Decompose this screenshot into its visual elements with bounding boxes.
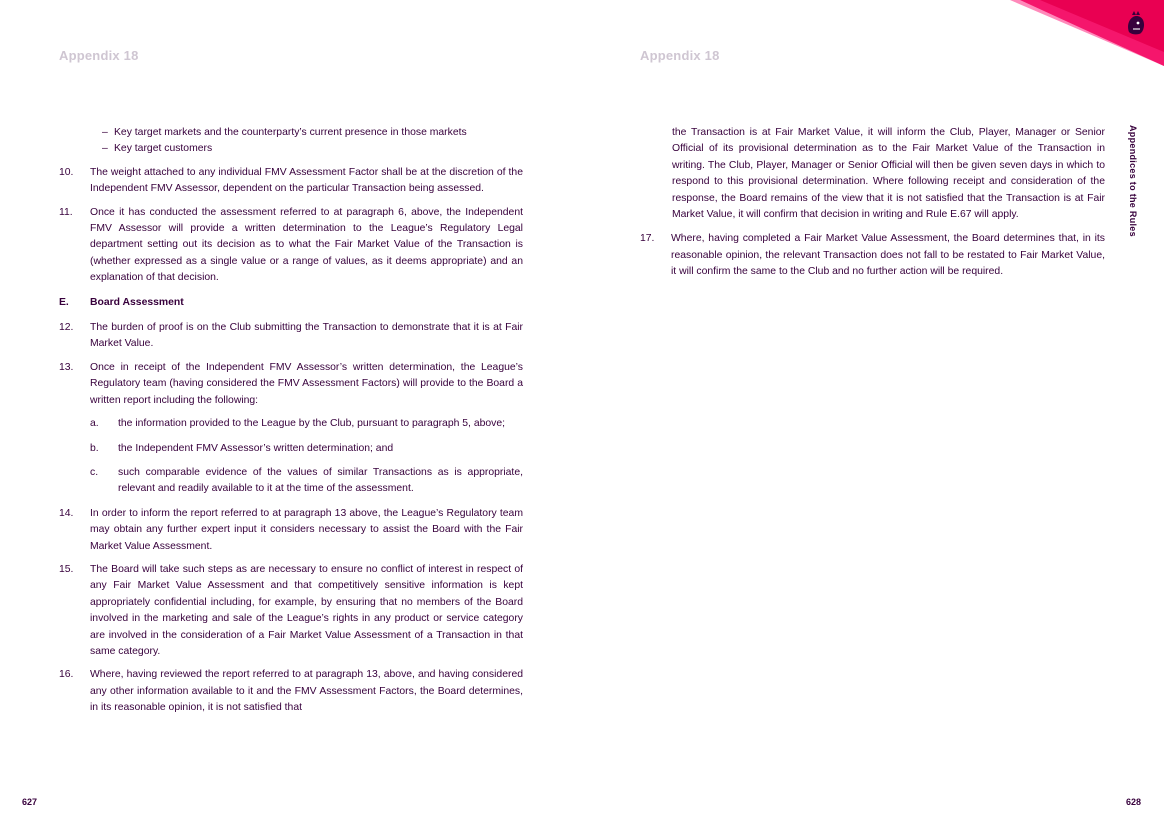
right-page-number: 628 — [1126, 797, 1142, 807]
sub-paragraph-text: the information provided to the League by the Club, pursuant to paragraph 5, above; — [118, 418, 506, 430]
paragraph-text: Where, having reviewed the report referred to at paragraph 13, above, and having considered any other information available to it and the FMV Assessment Factors, the Board determines, in its reasonable opinion, it is not satisfied that — [90, 669, 523, 714]
paragraph-13 — [59, 360, 523, 409]
sub-paragraph-letter: b. — [90, 442, 99, 454]
paragraph-number: 10. — [59, 166, 74, 178]
paragraph-16-continued: the Transaction is at Fair Market Value, it will inform the Club, Player, Manager or Senior Official of its provisional determination as to the Fair Market Value of the Transaction in writing. The Club, Player, Manager or Senior Official will then be given seven days in which to respond to this provisional determination. Where following receipt and consideration of the response, the Board remains of the view that it is not satisfied that the Transaction is at Fair Market Value, it will confirm that decision in writing and Rule E.67 will apply. — [672, 127, 1105, 221]
paragraph-text: Once it has conducted the assessment referred to at paragraph 6, above, the Independent FMV Assessor will provide a written determination to the League’s Regulatory Legal department setting out its decision as to what the Fair Market Value of the Transaction is (whether expressed as a single value or a range of values, as it deems appropriate) and an explanation of that decision. — [90, 206, 523, 284]
factor-bullet-list — [102, 125, 523, 158]
section-title: Board Assessment — [90, 296, 184, 308]
list-item: – Key target customers — [102, 141, 523, 157]
paragraph-number: 16. — [59, 669, 74, 681]
paragraph-16 — [59, 667, 523, 716]
paragraph-number: 17. — [640, 233, 655, 245]
section-letter: E. — [59, 296, 69, 308]
paragraph-13b — [90, 441, 523, 457]
paragraph-text: The burden of proof is on the Club submitting the Transaction to demonstrate that it is at Fair Market Value. — [90, 322, 523, 350]
section-heading-e — [59, 295, 523, 311]
paragraph-17 — [640, 231, 1105, 280]
paragraph-13c — [90, 465, 523, 498]
left-page-body — [59, 125, 523, 724]
left-page-number: 627 — [22, 797, 38, 807]
paragraph-12 — [59, 320, 523, 353]
paragraph-number: 14. — [59, 507, 74, 519]
left-page-header: Appendix 18 — [59, 48, 139, 63]
right-page-header: Appendix 18 — [640, 48, 720, 63]
paragraph-number: 11. — [59, 206, 73, 218]
side-section-label: Appendices to the Rules — [1128, 125, 1138, 237]
paragraph-text: The Board will take such steps as are necessary to ensure no conflict of interest in respect of any Fair Market Value Assessment and that competitively sensitive information is kept appropriately confidential including, for example, by ensuring that no members of the Board involved in the marketing and sale of the League’s rights in any product or service category are involved in the consideration of a Fair Market Value Assessment of a Transaction in that same category. — [90, 563, 523, 657]
sub-paragraph-text: the Independent FMV Assessor’s written determination; and — [118, 442, 394, 454]
paragraph-14 — [59, 506, 523, 555]
paragraph-text: In order to inform the report referred to at paragraph 13 above, the League’s Regulatory team may obtain any further expert input it considers necessary to assist the Board with the Fair Market Value Assessment. — [90, 507, 523, 552]
sub-paragraph-text: such comparable evidence of the values of similar Transactions as is appropriate, relevant and readily available to it at the time of the assessment. — [118, 466, 523, 495]
paragraph-number: 13. — [59, 361, 74, 373]
sub-paragraph-letter: c. — [90, 466, 99, 478]
paragraph-text: Once in receipt of the Independent FMV Assessor’s written determination, the League’s Regulatory team (having considered the FMV Assessment Factors) will provide to the Board a written report including the following: — [90, 361, 523, 406]
sub-paragraph-letter: a. — [90, 418, 99, 430]
corner-banner — [1010, 0, 1164, 70]
paragraph-11 — [59, 205, 523, 287]
paragraph-number: 12. — [59, 322, 74, 334]
paragraph-text: Where, having completed a Fair Market Value Assessment, the Board determines that, in its reasonable opinion, the relevant Transaction does not fall to be restated to Fair Market Value, it will confirm the same to the Club and no further action will be required. — [671, 233, 1105, 278]
paragraph-10 — [59, 165, 523, 198]
paragraph-text: The weight attached to any individual FMV Assessment Factor shall be at the discretion of the Independent FMV Assessor, dependent on the particular Transaction being assessed. — [90, 166, 523, 195]
paragraph-13a — [90, 416, 523, 432]
right-page-body — [640, 125, 1105, 288]
paragraph-15 — [59, 562, 523, 660]
list-item: – Key target markets and the counterparty’s current presence in those markets — [102, 125, 523, 141]
paragraph-number: 15. — [59, 563, 74, 575]
